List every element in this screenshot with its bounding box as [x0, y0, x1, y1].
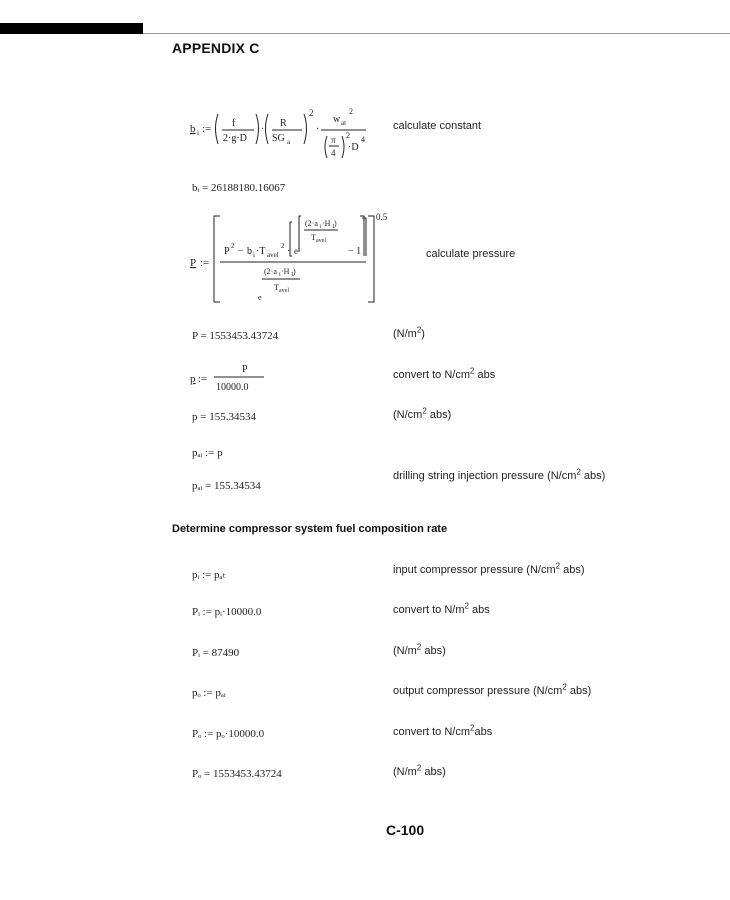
svg-text::=: :=: [200, 257, 210, 269]
Po-value-note: ($N/m^2$ abs): [393, 763, 446, 778]
pi-note: input compressor pressure ($N/cm^2$ abs): [393, 561, 585, 576]
svg-text:P: P: [190, 257, 197, 269]
svg-text:·: ·: [287, 246, 291, 257]
svg-text:e: e: [294, 246, 298, 256]
svg-text:i: i: [320, 224, 322, 230]
svg-text:−: −: [238, 246, 244, 257]
Pi-value-note: ($N/m^2$ abs): [393, 642, 446, 657]
svg-text:·D: ·D: [348, 142, 359, 153]
svg-text:2·g·D: 2·g·D: [223, 133, 247, 144]
svg-text:p: p: [190, 373, 196, 385]
svg-text:T: T: [274, 283, 279, 292]
svg-text:i: i: [279, 272, 281, 278]
svg-text:i: i: [197, 129, 199, 137]
svg-text:·T: ·T: [256, 246, 266, 257]
Pi-definition: Pᵢ := pᵢ·10000.0: [192, 606, 262, 618]
svg-text:e: e: [258, 293, 262, 302]
Po-value: Pₒ = 1553453.43724: [192, 768, 282, 780]
note-calc-constant: calculate constant: [393, 120, 482, 132]
svg-text:P: P: [224, 246, 230, 257]
note-convert-ncm2: convert to $N/cm^2$ abs: [393, 366, 496, 381]
appendix-title: APPENDIX C: [172, 40, 260, 56]
svg-text:avel: avel: [267, 251, 279, 259]
p-formula: [188, 360, 268, 396]
svg-text:0.5: 0.5: [376, 212, 388, 222]
svg-text:(2·a: (2·a: [264, 267, 277, 276]
svg-text:at: at: [341, 119, 347, 127]
svg-text:avel: avel: [316, 238, 326, 244]
svg-text:i: i: [253, 251, 255, 259]
svg-text:·: ·: [261, 124, 265, 135]
svg-text:avel: avel: [279, 288, 289, 294]
note-unit-nm2: $(N/m^2)$: [393, 325, 425, 340]
svg-text:f: f: [232, 118, 236, 129]
svg-text:4: 4: [361, 135, 365, 144]
svg-text:1: 1: [332, 224, 335, 230]
svg-text:2: 2: [231, 242, 235, 250]
svg-text::=: :=: [202, 123, 212, 135]
svg-text:10000.0: 10000.0: [216, 382, 249, 393]
pai-definition: pₐᵢ := p: [192, 447, 223, 459]
po-note: output compressor pressure ($N/cm^2$ abs): [393, 682, 592, 697]
pai-value: pₐᵢ = 155.34534: [192, 480, 261, 492]
svg-text:SG: SG: [272, 133, 285, 144]
note-drilling: drilling string injection pressure ($N/cm^2$ abs): [393, 467, 606, 482]
p-value: p = 155.34534: [192, 411, 256, 423]
note-calc-pressure: calculate pressure: [426, 248, 516, 260]
svg-text:): ): [293, 267, 296, 276]
svg-text:P: P: [242, 364, 248, 375]
svg-text:): ): [334, 219, 337, 228]
P-formula: [188, 208, 388, 306]
svg-text:b: b: [247, 246, 252, 257]
note-unit-ncm2-abs: ($N/cm^2$ abs): [393, 406, 452, 421]
header-rule: [143, 33, 730, 34]
svg-text:w: w: [333, 114, 341, 125]
svg-text::=: :=: [198, 373, 208, 385]
section-heading: Determine compressor system fuel composition rate: [172, 523, 448, 535]
svg-text:2: 2: [349, 107, 353, 116]
svg-text:1: 1: [291, 272, 294, 278]
svg-text:π: π: [331, 135, 336, 145]
svg-text:− 1: − 1: [348, 246, 362, 257]
po-definition: pₒ := pₐᵢ: [192, 687, 226, 699]
svg-text:2: 2: [309, 108, 314, 118]
P-value: P = 1553453.43724: [192, 330, 279, 342]
svg-text:2: 2: [346, 131, 350, 140]
svg-text:·: ·: [316, 124, 320, 135]
page-number: C-100: [386, 822, 425, 838]
Po-definition: Pₒ := pₒ·10000.0: [192, 728, 265, 740]
svg-text:a: a: [287, 138, 291, 146]
Pi-note: convert to $N/m^2$ abs: [393, 601, 490, 616]
pi-definition: pᵢ := pₐₜ: [192, 569, 226, 581]
Po-note: convert to $N/cm^2abs$: [393, 723, 493, 738]
svg-text:(2·a: (2·a: [305, 219, 318, 228]
svg-text:·H: ·H: [322, 219, 331, 228]
Pi-value: Pᵢ = 87490: [192, 647, 240, 659]
header-bar: [0, 23, 143, 34]
svg-text:4: 4: [331, 148, 336, 158]
svg-text:T: T: [311, 233, 316, 242]
svg-text:b: b: [190, 123, 196, 135]
svg-text:R: R: [280, 118, 287, 129]
svg-text:·H: ·H: [281, 267, 290, 276]
svg-text:2: 2: [281, 242, 285, 250]
bi-formula: [188, 100, 368, 162]
bi-value: bᵢ = 26188180.16067: [192, 182, 286, 194]
